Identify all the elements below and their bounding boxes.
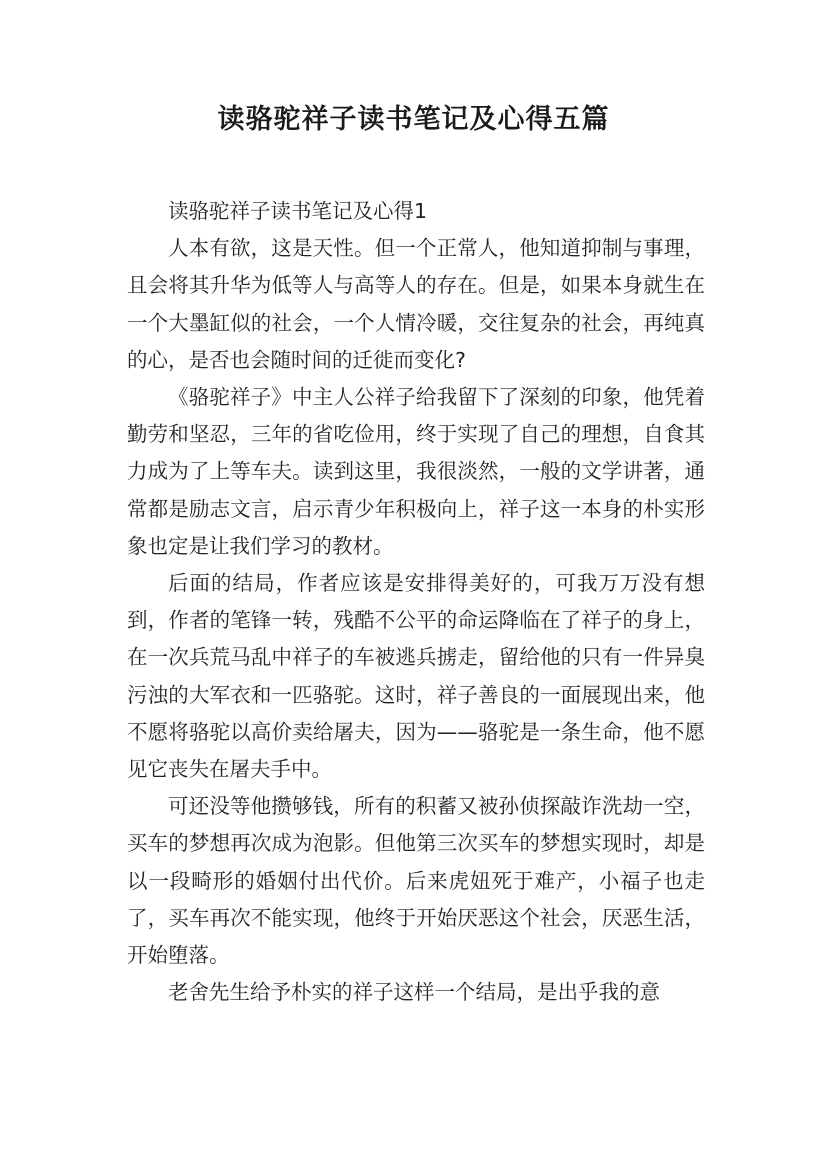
body-paragraph: 《骆驼祥子》中主人公祥子给我留下了深刻的印象，他凭着勤劳和坚忍，三年的省吃俭用，终于实现了自己的理想，自食其力成为了上等车夫。读到这里，我很淡然，一般的文学讲著，通常都是励志文言，启示青少年积极向上，祥子这一本身的朴实形象也定是让我们学习的教材。 — [127, 385, 705, 558]
section-heading: 读骆驼祥子读书笔记及心得1 — [168, 199, 428, 223]
document-body — [127, 193, 705, 1011]
body-paragraph: 后面的结局，作者应该是安排得美好的，可我万万没有想到，作者的笔锋一转，残酷不公平的命运降临在了祥子的身上，在一次兵荒马乱中祥子的车被逃兵掳走，留给他的只有一件异臭污浊的大军衣和一匹骆驼。这时，祥子善良的一面展现出来，他不愿将骆驼以高价卖给屠夫，因为——骆驼是一条生命，他不愿见它丧失在屠夫手中。 — [127, 571, 705, 782]
body-paragraph: 老舍先生给予朴实的祥子这样一个结局，是出乎我的意 — [168, 980, 660, 1005]
body-paragraph: 人本有欲，这是天性。但一个正常人，他知道抑制与事理，且会将其升华为低等人与高等人的存在。但是，如果本身就生在一个大墨缸似的社会，一个人情冷暖，交往复杂的社会，再纯真的心，是否也会随时间的迁徙而变化? — [127, 236, 705, 372]
document-title: 读骆驼祥子读书笔记及心得五篇 — [217, 104, 610, 135]
body-paragraph: 可还没等他攒够钱，所有的积蓄又被孙侦探敲诈洗劫一空，买车的梦想再次成为泡影。但他第三次买车的梦想实现时，却是以一段畸形的婚姻付出代价。后来虎妞死于难产，小福子也走了，买车再次不能实现，他终于开始厌恶这个社会，厌恶生活，开始堕落。 — [127, 794, 705, 968]
